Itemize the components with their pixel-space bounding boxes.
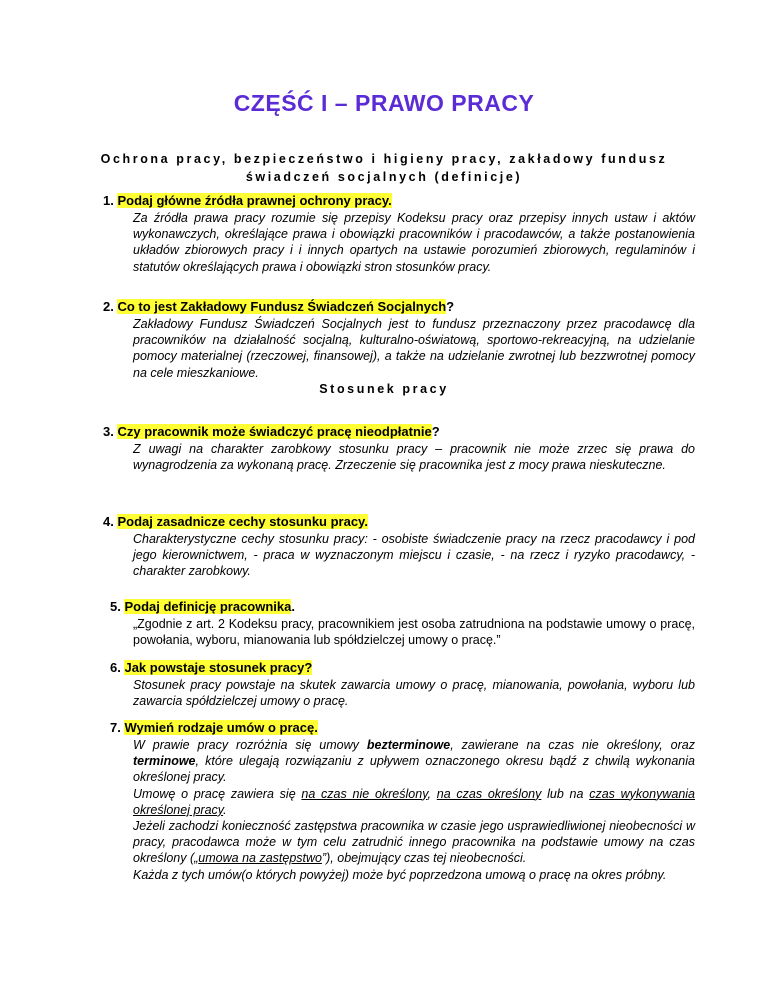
question-mark: ? (431, 424, 440, 439)
question-5 (110, 599, 295, 615)
question-text: Podaj definicję pracownika (124, 599, 292, 614)
question-3 (103, 424, 440, 440)
answer-1: Za źródła prawa pracy rozumie się przepisy Kodeksu pracy oraz przepisy innych ustaw i aktów wykonawczych, określające prawa i obowiązki pracowników i pracodawców, a także postanowienia układów zbiorowych pracy i i innych opartych na ustawie porozumień zbiorowych, regulaminów i statutów określających prawa i obowiązki stron stosunków pracy. (133, 211, 695, 274)
question-text: Podaj główne źródła prawnej ochrony pracy. (117, 193, 392, 208)
question-text: Wymień rodzaje umów o pracę. (124, 720, 318, 735)
page-title: CZĘŚĆ I – PRAWO PRACY (233, 90, 535, 116)
question-2 (103, 299, 454, 315)
question-number: 1. (103, 193, 114, 208)
question-1 (103, 193, 392, 209)
section-heading-line: świadczeń socjalnych (definicje) (245, 170, 523, 184)
answer-paragraph: Każda z tych umów(o których powyżej) może być poprzedzona umową o pracę na okres próbny. (133, 867, 667, 882)
answer-paragraph: W prawie pracy rozróżnia się umowy bezterminowe, zawierane na czas nie określony, oraz terminowe, które ulegają rozwiązaniu z upływem oznaczonego okresu bądź z chwilą wykonania określonej pracy. (133, 738, 695, 785)
question-number: 6. (110, 660, 121, 675)
section-heading-employment: Stosunek pracy (319, 382, 449, 396)
question-4 (103, 514, 368, 530)
answer-3: Z uwagi na charakter zarobkowy stosunku pracy – pracownik nie może zrzec się prawa do wynagrodzenia za wykonaną pracę. Zrzeczenie się pracownika jest z mocy prawa nieskuteczne. (133, 442, 695, 473)
answer-paragraph: Jeżeli zachodzi konieczność zastępstwa pracownika w czasie jego usprawiedliwionej nieobecności w pracy, pracodawca może w tym celu zatrudnić innego pracownika na podstawie umowy na czas określony („umowa na zastępstwo”), obejmujący czas tej nieobecności. (133, 819, 695, 866)
underlined-term: czas wykonywania określonej pracy (133, 786, 695, 817)
question-text: Co to jest Zakładowy Fundusz Świadczeń Socjalnych (117, 299, 447, 314)
answer-2: Zakładowy Fundusz Świadczeń Socjalnych jest to fundusz przeznaczony przez pracodawcę dla pracowników na działalność socjalną, kulturalno-oświatową, sportowo-rekreacyjną, na udzielanie pomocy materialnej (rzeczowej, finansowej), a także na udzielanie zwrotnej lub bezzwrotnej pomocy na cele mieszkaniowe. (133, 317, 695, 380)
section-heading-protection (100, 150, 668, 186)
section-heading-line: Ochrona pracy, bezpieczeństwo i higieny pracy, zakładowy fundusz (100, 152, 668, 166)
answer-paragraph: Umowę o pracę zawiera się na czas nie określony, na czas określony lub na czas wykonywania określonej pracy. (133, 786, 695, 817)
answer-6: Stosunek pracy powstaje na skutek zawarcia umowy o pracę, mianowania, powołania, wyboru lub zawarcia spółdzielczej umowy o pracę. (133, 678, 695, 709)
question-text: Jak powstaje stosunek pracy? (124, 660, 313, 675)
emphasis-term: terminowe (133, 754, 196, 769)
question-number: 4. (103, 514, 114, 529)
question-mark: ? (446, 299, 455, 314)
question-mark: . (291, 599, 295, 614)
emphasis-term: bezterminowe (366, 738, 451, 752)
answer-4: Charakterystyczne cechy stosunku pracy: - osobiste świadczenie pracy na rzecz pracodawcy i pod jego kierownictwem, - praca w wyznaczonym miejscu i czasie, - na rzecz i ryzyko pracodawcy, - charakter zarobkowy. (133, 532, 695, 579)
question-number: 2. (103, 299, 114, 314)
question-text: Podaj zasadnicze cechy stosunku pracy. (117, 514, 368, 529)
answer-7 (133, 737, 695, 883)
question-number: 7. (110, 720, 121, 735)
question-7 (110, 720, 318, 736)
question-6 (110, 660, 312, 676)
underlined-term: na czas nie określony (301, 786, 428, 801)
question-number: 3. (103, 424, 114, 439)
question-text: Czy pracownik może świadczyć pracę nieodpłatnie (117, 424, 432, 439)
underlined-term: na czas określony (436, 786, 542, 801)
answer-5: „Zgodnie z art. 2 Kodeksu pracy, pracownikiem jest osoba zatrudniona na podstawie umowy o pracę, powołania, wyboru, mianowania lub spółdzielczej umowy o pracę.” (133, 617, 695, 648)
underlined-term: umowa na zastępstwo (198, 851, 322, 866)
question-number: 5. (110, 599, 121, 614)
